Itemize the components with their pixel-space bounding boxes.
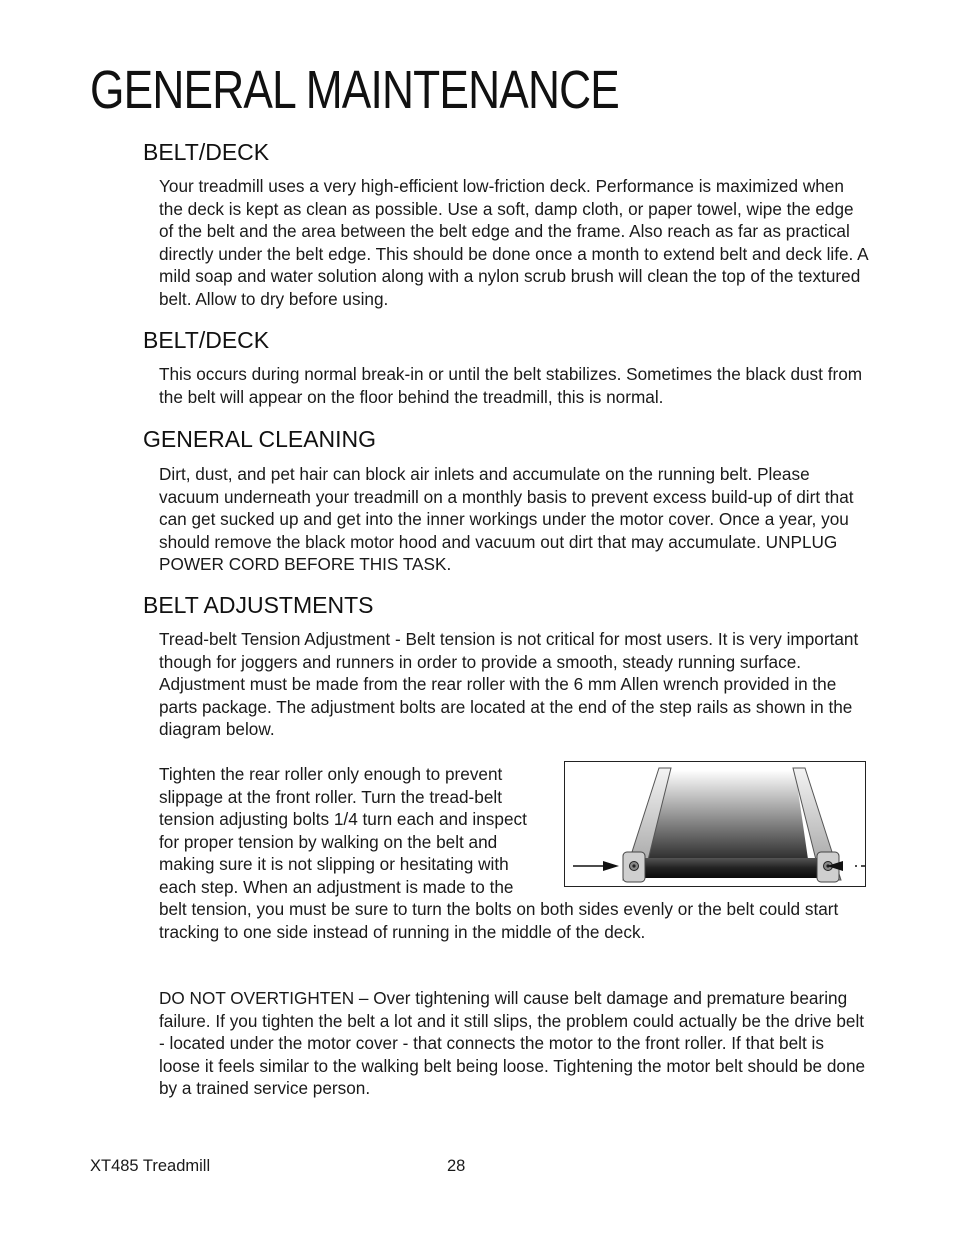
page-title: GENERAL MAINTENANCE	[90, 60, 620, 120]
section-heading-general-cleaning: GENERAL CLEANING	[143, 426, 377, 452]
belt-tighten-paragraph	[159, 763, 869, 943]
footer-product-name: XT485 Treadmill	[90, 1157, 211, 1175]
figure-wrap-spacer	[539, 763, 869, 889]
section-heading-belt-adjustments: BELT ADJUSTMENTS	[143, 592, 374, 618]
section-heading-belt-deck: BELT/DECK	[143, 139, 270, 165]
belt-deck-dust-paragraph: This occurs during normal break-in or until the belt stabilizes. Sometimes the black dust from the belt will appear on the floor behind the treadmill, this is normal.	[159, 364, 863, 407]
section-heading-belt-deck-2: BELT/DECK	[143, 327, 270, 353]
footer-page-number: 28	[447, 1157, 466, 1175]
belt-tighten-text: Tighten the rear roller only enough to prevent slippage at the front roller. Turn the tread-belt tension adjusting bolts 1/4 turn each and inspect for proper tension by walking on the belt and making sure it is not slipping or hesitating with each step. When an adjustment is made to the belt tension, you must be sure to turn the bolts on both sides evenly or the belt could start tracking to one side instead of running in the middle of the deck.	[159, 764, 839, 942]
belt-deck-paragraph: Your treadmill uses a very high-efficient low-friction deck. Performance is maximized when the deck is kept as clean as possible. Use a soft, damp cloth, or paper towel, wipe the edge of the belt and the area between the belt edge and the frame. Also reach as far as practical directly under the belt edge. This should be done once a month to extend belt and deck life. A mild soap and water solution along with a nylon scrub brush will clean the top of the textured belt. Allow to dry before using.	[159, 176, 868, 309]
general-cleaning-paragraph: Dirt, dust, and pet hair can block air inlets and accumulate on the running belt. Please vacuum underneath your treadmill on a monthly basis to prevent excess build-up of dirt that can get sucked up and get into the inner workings under the motor cover. Once a year, you should remove the black motor hood and vacuum out dirt that may accumulate. UNPLUG POWER CORD BEFORE THIS TASK.	[159, 464, 854, 574]
overtighten-warning-paragraph: DO NOT OVERTIGHTEN – Over tightening will cause belt damage and premature bearing failure. If you tighten the belt a lot and it still slips, the problem could actually be the drive belt - located under the motor cover - that connects the motor to the front roller. If that belt is loose it feels similar to the walking belt being loose. Tightening the motor belt should be done by a trained service person.	[159, 988, 866, 1098]
belt-tension-paragraph: Tread-belt Tension Adjustment - Belt tension is not critical for most users. It is very important though for joggers and runners in order to provide a smooth, steady running surface. Adjustment must be made from the rear roller with the 6 mm Allen wrench provided in the parts package. The adjustment bolts are located at the end of the step rails as shown in the diagram below.	[159, 629, 859, 739]
